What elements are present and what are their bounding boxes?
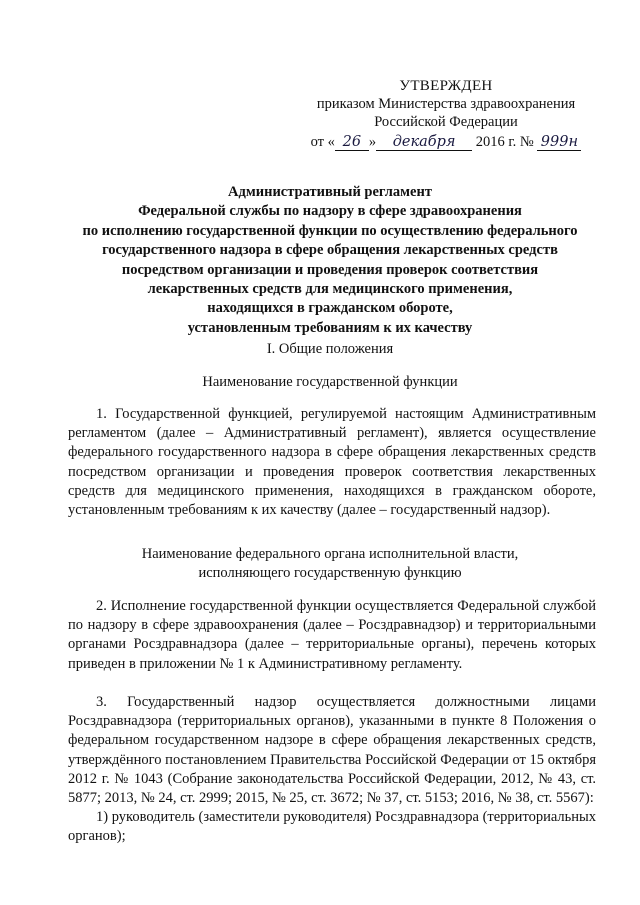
- handwritten-month: декабря: [376, 134, 472, 151]
- document-title: [60, 183, 600, 338]
- approval-stamp: [296, 77, 596, 151]
- section-heading: I. Общие положения: [266, 341, 394, 357]
- paragraph-3: 3. Государственный надзор осуществляется должностными лицами Росздравнадзора (территориальных органов), указанными в пункте 8 Положения о федеральном государственном надзоре в сфере обращения лекарственных средств, утверждённого постановлением Правительства Российской Федерации от 15 октября 2012 г. № 1043 (Собрание законодательства Российской Федерации, 2012, № 43, ст. 5877; 2013, № 24, ст. 2999; 2015, № 25, ст. 3672; № 37, ст. 5153; 2016, № 38, ст. 5567):: [68, 694, 596, 807]
- handwritten-order-number: 999н: [537, 134, 581, 151]
- subheading-authority-line-1: Наименование федерального органа исполнительной власти,: [141, 546, 519, 562]
- paragraph-2: 2. Исполнение государственной функции осуществляется Федеральной службой по надзору в сфере здравоохранения (далее – Росздравнадзор) и территориальными органами Росздравнадзора (далее – территориальные органы), перечень которых приведен в приложении № 1 к Административному регламенту.: [68, 598, 596, 672]
- paragraph-1: 1. Государственной функцией, регулируемой настоящим Административным регламентом (далее – Административный регламент), является осуществление федерального государственного надзора в сфере обращения лекарственных средств посредством организации и проведения проверок соответствия лекарственных средств для медицинского применения, находящихся в гражданском обороте, установленным требованиям к их качеству (далее – государственный надзор).: [68, 406, 596, 519]
- approval-line-country: Российской Федерации: [374, 114, 518, 130]
- title-line: посредством организации и проведения проверок соответствия: [121, 261, 539, 278]
- date-prefix: от «: [310, 134, 335, 150]
- subheading-authority-line-2: исполняющего государственную функцию: [198, 565, 462, 581]
- title-line: по исполнению государственной функции по осуществлению федерального: [82, 222, 578, 239]
- title-line: Федеральной службы по надзору в сфере здравоохранения: [138, 203, 522, 220]
- title-line: находящихся в гражданском обороте,: [207, 300, 453, 317]
- year-text: 2016 г. №: [475, 134, 534, 150]
- paragraph-4: 1) руководитель (заместители руководителя) Росздравнадзора (территориальных органов);: [68, 809, 597, 845]
- title-line: установленным требованиям к их качеству: [187, 319, 473, 336]
- date-mid: »: [368, 134, 377, 150]
- title-line: Административный регламент: [228, 184, 432, 200]
- approval-line-ministry: приказом Министерства здравоохранения: [316, 96, 576, 112]
- approval-heading: УТВЕРЖДЕН: [399, 78, 493, 94]
- subheading-function-name: Наименование государственной функции: [202, 374, 458, 390]
- approval-date-line: [296, 133, 596, 151]
- title-line: государственного надзора в сфере обращения лекарственных средств: [102, 242, 558, 259]
- title-line: лекарственных средств для медицинского применения,: [147, 281, 513, 298]
- handwritten-day: 26: [335, 134, 369, 151]
